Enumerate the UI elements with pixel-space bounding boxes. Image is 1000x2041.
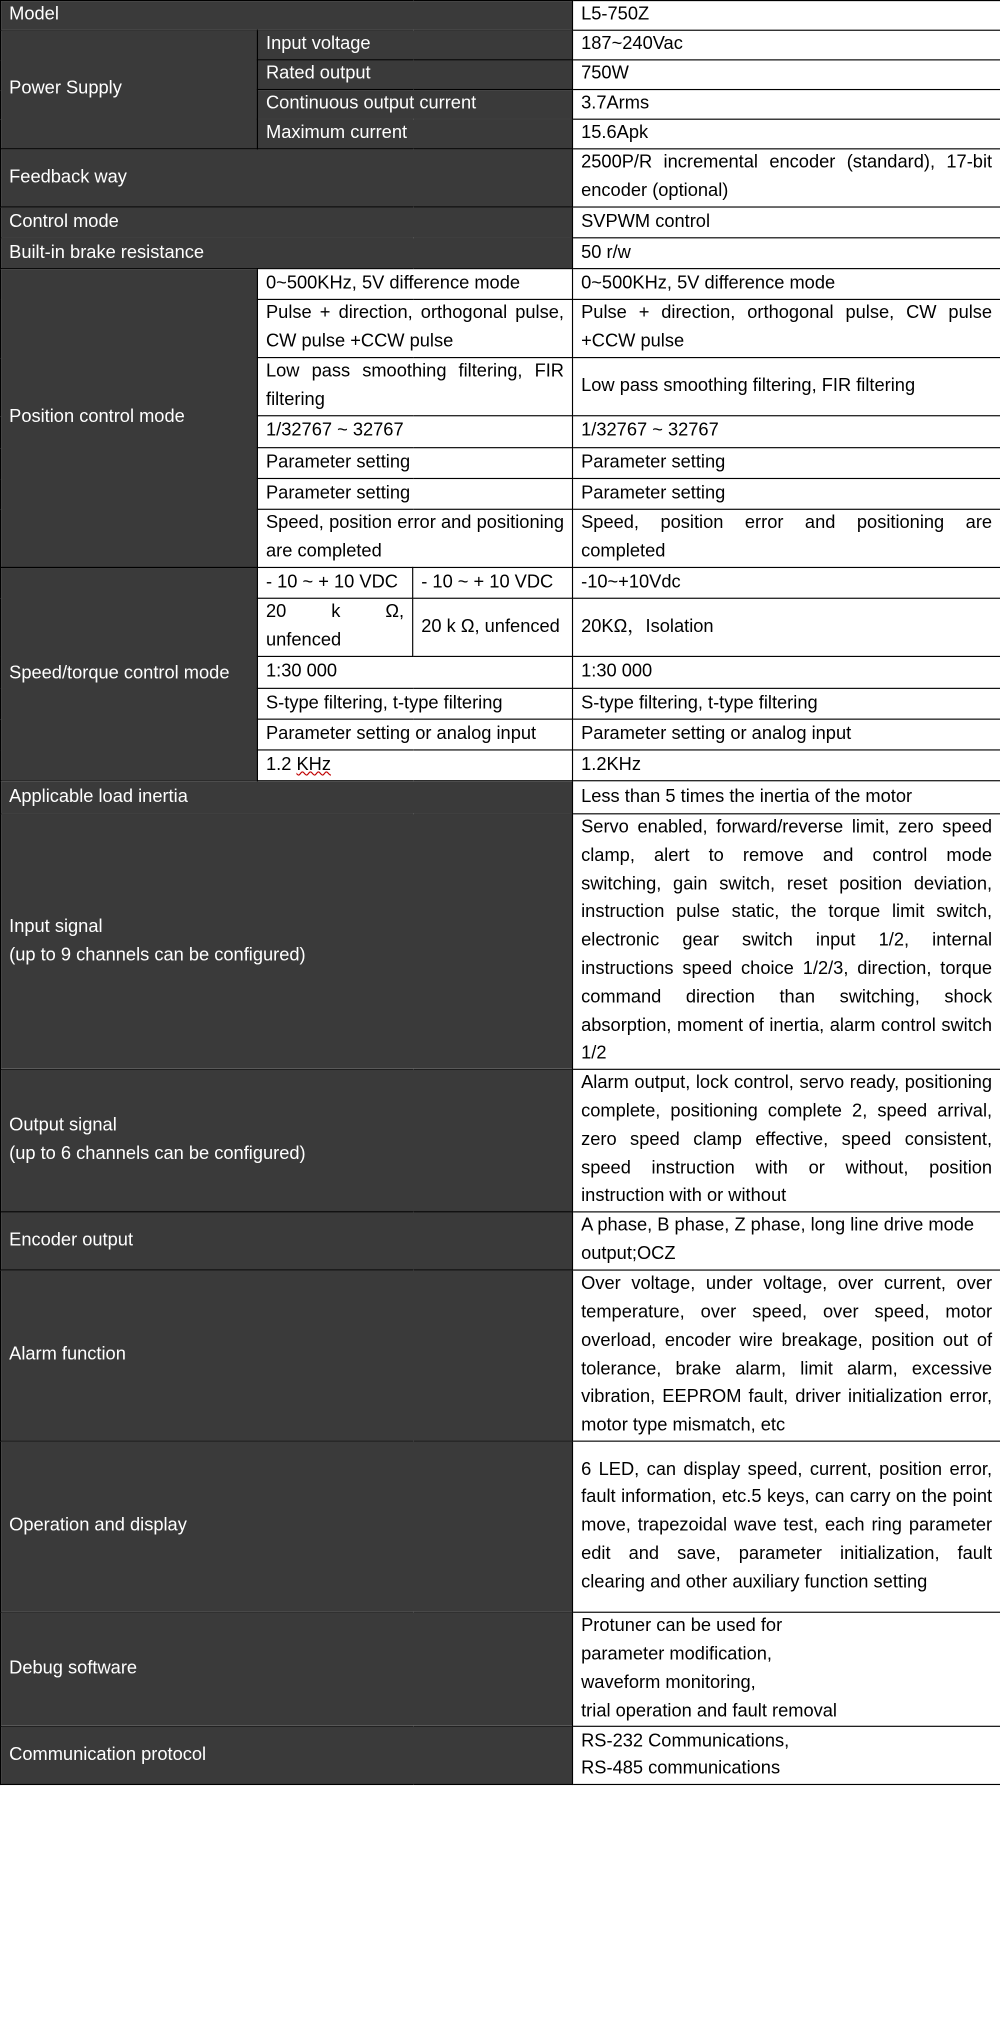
continuous-current-label: Continuous output current <box>257 90 572 120</box>
model-label: Model <box>1 1 573 31</box>
row-feedback <box>1 149 1000 207</box>
row-speed-1 <box>1 567 1000 598</box>
input-signal-title: Input signal <box>9 916 103 937</box>
speed-value: 1:30 000 <box>573 656 1000 688</box>
frequency-number: 1.2 <box>265 754 292 775</box>
row-alarm <box>1 1270 1000 1441</box>
speed-value: S-type filtering, t-type filtering <box>573 688 1000 719</box>
alarm-label: Alarm function <box>1 1270 573 1441</box>
position-sub-label: 1/32767 ~ 32767 <box>257 416 572 448</box>
rated-output-value: 750W <box>573 60 1000 90</box>
encoder-output-label: Encoder output <box>1 1212 573 1270</box>
position-value: Speed, position error and positioning are completed <box>573 509 1000 567</box>
control-mode-value: SVPWM control <box>573 207 1000 238</box>
operation-value: 6 LED, can display speed, current, position error, fault information, etc.5 keys, can carry on the point move, trapezoidal wave test, each ring parameter edit and save, parameter initialization, fault clearing and other auxiliary function setting <box>573 1441 1000 1612</box>
maximum-current-value: 15.6Apk <box>573 119 1000 149</box>
speed-sub-label <box>257 750 572 781</box>
output-signal-value: Alarm output, lock control, servo ready, positioning complete, positioning complete 2, speed arrival, zero speed clamp effective, speed consistent, speed instruction with or without, position instruction with or without <box>573 1070 1000 1213</box>
power-supply-label: Power Supply <box>1 30 258 149</box>
output-signal-label <box>1 1070 573 1213</box>
debug-value <box>573 1612 1000 1726</box>
speed-value: Parameter setting or analog input <box>573 719 1000 750</box>
input-signal-label <box>1 814 573 1070</box>
row-position-1 <box>1 269 1000 300</box>
communication-line: RS-232 Communications, <box>581 1730 790 1751</box>
row-input-voltage <box>1 30 1000 60</box>
continuous-current-value: 3.7Arms <box>573 90 1000 120</box>
output-signal-note: (up to 6 channels can be configured) <box>9 1144 306 1164</box>
row-debug <box>1 1612 1000 1726</box>
speed-value: -10~+10Vdc <box>573 567 1000 598</box>
row-output-signal <box>1 1070 1000 1213</box>
speed-value: 1.2KHz <box>573 750 1000 781</box>
debug-line: parameter modification, <box>581 1644 772 1665</box>
alarm-value: Over voltage, under voltage, over current, over temperature, over speed, over speed, motor overload, encoder wire breakage, position out of tolerance, brake alarm, limit alarm, excessive vibration, EEPROM fault, driver initialization error, motor type mismatch, etc <box>573 1270 1000 1441</box>
debug-line: waveform monitoring, <box>581 1672 756 1693</box>
position-value: Parameter setting <box>573 448 1000 479</box>
speed-sub-b: - 10 ~ + 10 VDC <box>413 567 573 598</box>
position-sub-label: Low pass smoothing filtering, FIR filtering <box>257 358 572 416</box>
communication-value <box>573 1727 1000 1785</box>
model-value: L5-750Z <box>573 1 1000 31</box>
debug-label: Debug software <box>1 1612 573 1726</box>
position-value: Parameter setting <box>573 478 1000 509</box>
speed-torque-label: Speed/torque control mode <box>1 567 258 780</box>
position-control-label: Position control mode <box>1 269 258 568</box>
input-voltage-value: 187~240Vac <box>573 30 1000 60</box>
frequency-unit-spellcheck: KHz <box>296 754 331 775</box>
maximum-current-label: Maximum current <box>257 119 572 149</box>
speed-sub-label: 1:30 000 <box>257 656 572 688</box>
brake-label: Built-in brake resistance <box>1 238 573 269</box>
speed-sub-b: 20 k Ω, unfenced <box>413 598 573 656</box>
communication-line: RS-485 communications <box>581 1759 781 1779</box>
brake-value: 50 r/w <box>573 238 1000 269</box>
position-value: 1/32767 ~ 32767 <box>573 416 1000 448</box>
row-input-signal <box>1 814 1000 1070</box>
row-brake <box>1 238 1000 269</box>
speed-value: 20KΩ，Isolation <box>573 598 1000 656</box>
speed-sub-label: Parameter setting or analog input <box>257 719 572 750</box>
position-value: 0~500KHz, 5V difference mode <box>573 269 1000 300</box>
encoder-output-value: A phase, B phase, Z phase, long line drive mode output;OCZ <box>573 1212 1000 1270</box>
row-model <box>1 1 1000 31</box>
communication-label: Communication protocol <box>1 1727 573 1785</box>
position-sub-label: Pulse + direction, orthogonal pulse, CW pulse +CCW pulse <box>257 299 572 357</box>
position-sub-label: Parameter setting <box>257 478 572 509</box>
speed-sub-a: - 10 ~ + 10 VDC <box>257 567 412 598</box>
rated-output-label: Rated output <box>257 60 572 90</box>
debug-line: Protuner can be used for <box>581 1616 783 1636</box>
load-inertia-label: Applicable load inertia <box>1 781 573 814</box>
row-communication <box>1 1727 1000 1785</box>
row-encoder-output <box>1 1212 1000 1270</box>
input-signal-value: Servo enabled, forward/reverse limit, zero speed clamp, alert to remove and control mode switching, gain switch, reset position deviation, instruction pulse static, the torque limit switch, electronic gear switch input 1/2, internal instructions speed choice 1/2/3, direction, torque command direction than switching, shock absorption, moment of inertia, alarm control switch 1/2 <box>573 814 1000 1070</box>
debug-line: trial operation and fault removal <box>581 1701 837 1721</box>
row-load-inertia <box>1 781 1000 814</box>
position-sub-label: Speed, position error and positioning are completed <box>257 509 572 567</box>
speed-sub-a: 20 k Ω, unfenced <box>257 598 412 656</box>
position-sub-label: 0~500KHz, 5V difference mode <box>257 269 572 300</box>
position-value: Pulse + direction, orthogonal pulse, CW pulse +CCW pulse <box>573 299 1000 357</box>
row-operation <box>1 1441 1000 1612</box>
feedback-value: 2500P/R incremental encoder (standard), 17-bit encoder (optional) <box>573 149 1000 207</box>
position-sub-label: Parameter setting <box>257 448 572 479</box>
control-mode-label: Control mode <box>1 207 573 238</box>
input-signal-note: (up to 9 channels can be configured) <box>9 945 306 965</box>
row-control-mode <box>1 207 1000 238</box>
operation-label: Operation and display <box>1 1441 573 1612</box>
feedback-label: Feedback way <box>1 149 573 207</box>
position-value: Low pass smoothing filtering, FIR filtering <box>573 358 1000 416</box>
output-signal-title: Output signal <box>9 1115 117 1136</box>
load-inertia-value: Less than 5 times the inertia of the motor <box>573 781 1000 814</box>
speed-sub-label: S-type filtering, t-type filtering <box>257 688 572 719</box>
input-voltage-label: Input voltage <box>257 30 572 60</box>
